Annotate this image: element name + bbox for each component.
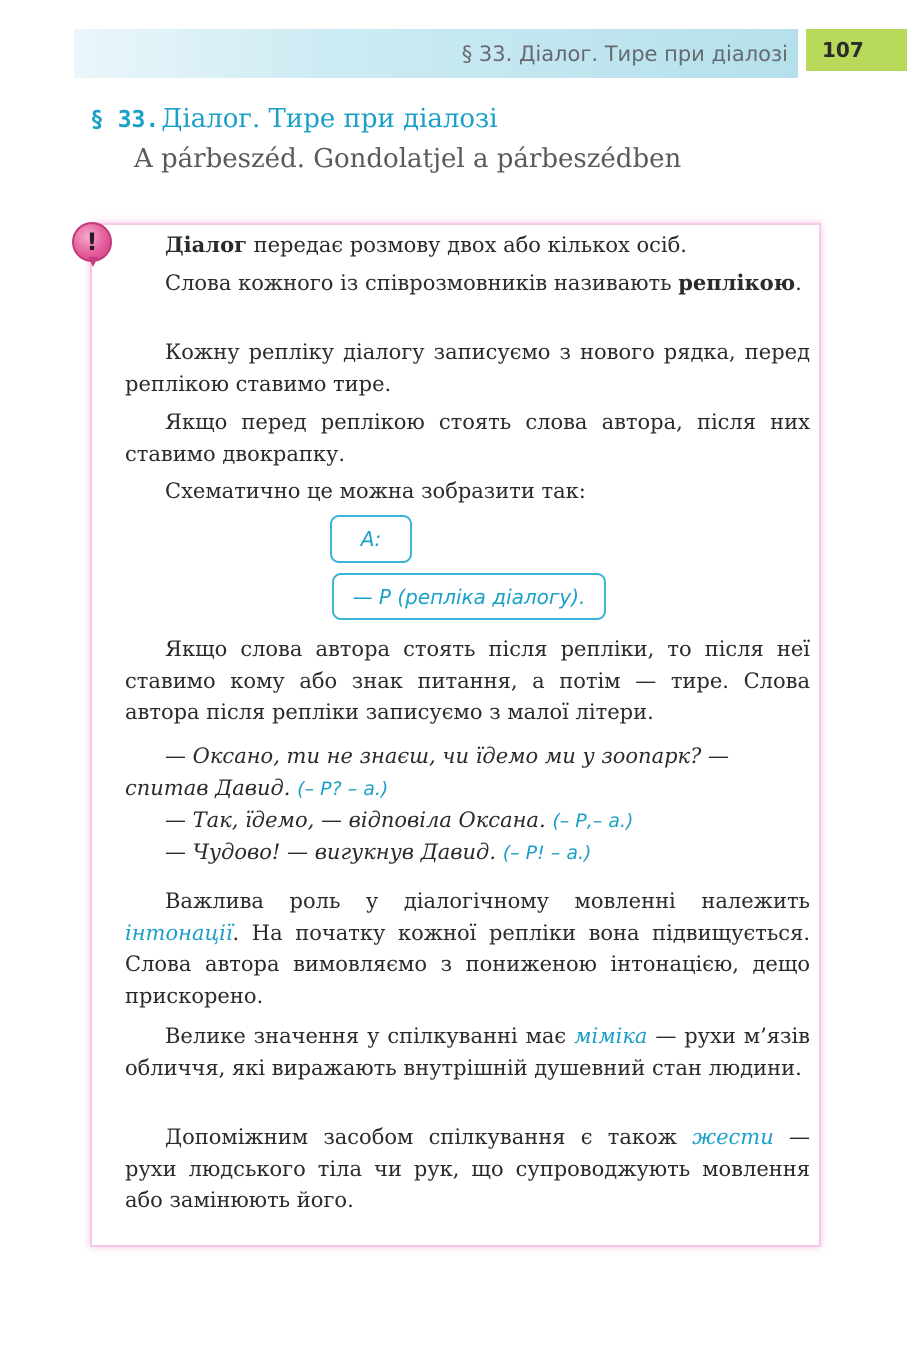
example-scheme: (– Р,– а.) [552, 810, 634, 832]
example-scheme: (– Р! – а.) [502, 842, 592, 864]
example-2 [125, 805, 810, 838]
rule-paragraph-3: Кожну репліку діалогу записуємо з нового рядка, перед реплікою ставимо тире. [125, 340, 810, 396]
rule-paragraph-4: Якщо перед реплікою стоять слова автора, після них ставимо двокрапку. [125, 410, 810, 466]
example-text: — Чудово! — вигукнув Давид. [165, 840, 497, 864]
rule-text: Слова кожного із співрозмовників називають [165, 271, 679, 295]
scheme-box-replica: — Р (репліка діалогу). [332, 573, 606, 620]
section-heading [90, 104, 498, 134]
term-intonation: інтонації [125, 920, 233, 945]
rule-text: . [795, 271, 802, 295]
exclamation-icon: ! [72, 222, 112, 262]
rule-paragraph-6: Якщо слова автора стоять після репліки, то після неї ставимо кому або знак питання, а потім — тире. Слова автора після репліки записуємо з малої літери. [125, 637, 810, 724]
scheme-box-author: А: [330, 515, 412, 563]
section-subtitle: A párbeszéd. Gondolatjel a párbeszédben [134, 144, 682, 174]
term-mimicry: міміка [574, 1024, 648, 1048]
rule-paragraph-1 [125, 229, 810, 262]
running-title: § 33. Діалог. Тире при діалозі [461, 41, 788, 66]
rule-paragraph-5: Схематично це можна зобразити так: [165, 479, 586, 503]
rule-text: Велике значення у спілкуванні має [165, 1024, 575, 1048]
example-scheme: (– Р? – а.) [297, 777, 389, 800]
term-replica: реплікою [678, 270, 796, 295]
section-number: § 33. [90, 107, 160, 133]
example-text: — Оксано, ти не знаєш, чи їдемо ми у зоопарк? — спитав Давид. [125, 744, 730, 800]
rule-text: передає розмову двох або кількох осіб. [246, 233, 687, 257]
rule-paragraph-8 [125, 1021, 810, 1084]
rule-text: — рухи людського тіла чи рук, що супроводжують мовлення або замінюють його. [125, 1125, 810, 1212]
rule-text: — рухи м’язів обличчя, які виражають внутрішній душевний стан людини. [125, 1024, 811, 1080]
running-header [74, 29, 798, 78]
rule-paragraph-9 [125, 1122, 810, 1217]
rule-paragraph-7 [125, 886, 810, 1012]
rule-paragraph-2 [125, 267, 810, 300]
example-1 [125, 741, 810, 805]
term-dialogue: Діалог [165, 232, 247, 257]
term-gestures: жести [692, 1125, 774, 1149]
page-number: 107 [806, 29, 907, 71]
rule-text: . На початку кожної репліки вона підвищується. Слова автора вимовляємо з пониженою інтонацією, дещо прискорено. [125, 920, 810, 1008]
section-title: Діалог. Тире при діалозі [161, 104, 498, 134]
rule-text: Важлива роль у діалогічному мовленні належить [165, 889, 810, 913]
example-3 [125, 837, 810, 870]
rule-text: Допоміжним засобом спілкування є також [165, 1125, 693, 1149]
example-text: — Так, їдемо, — відповіла Оксана. [165, 808, 546, 832]
